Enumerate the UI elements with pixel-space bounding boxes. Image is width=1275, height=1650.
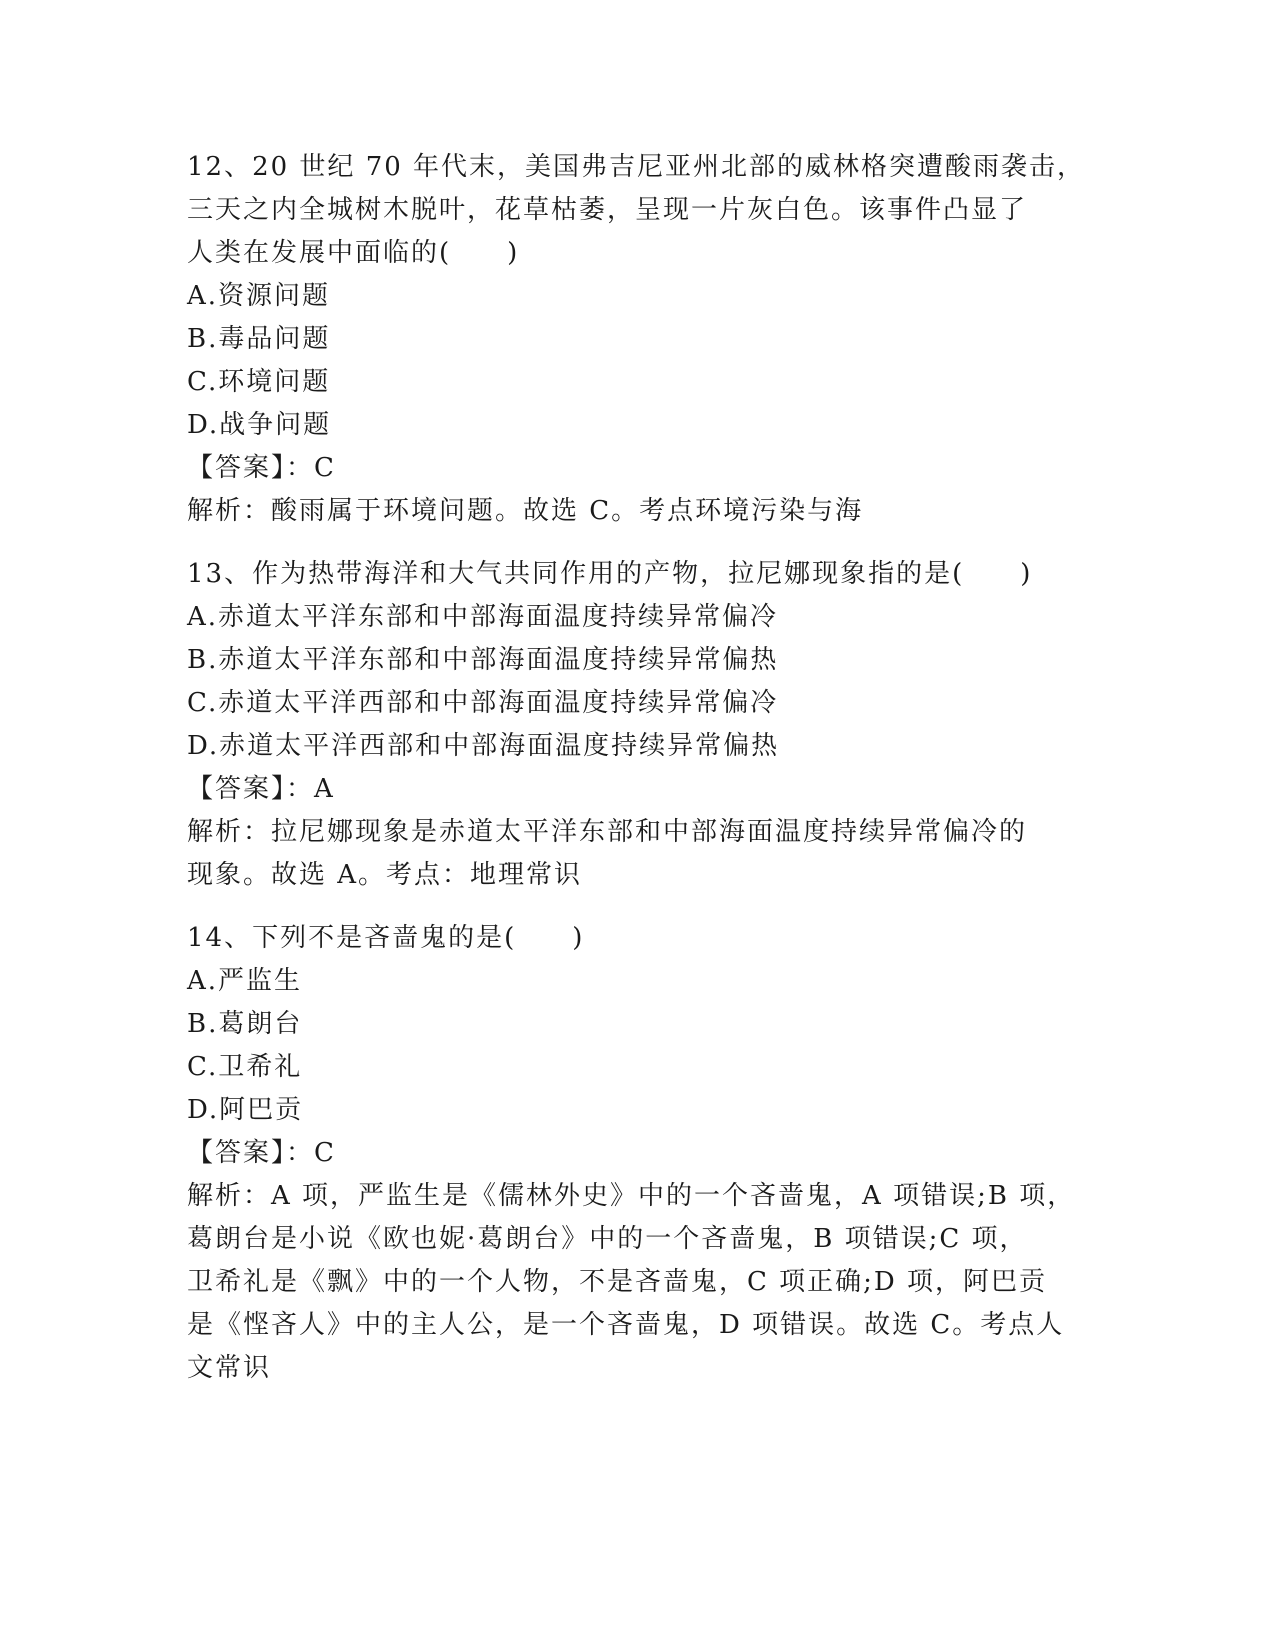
option-c: C.卫希礼 — [187, 1052, 303, 1082]
analysis-line: 文常识 — [187, 1353, 272, 1383]
analysis-line: 卫希礼是《飘》中的一个人物，不是吝啬鬼，C 项正确;D 项，阿巴贡 — [187, 1267, 1048, 1297]
spacer — [187, 533, 1087, 553]
answer-line: 【答案】：C — [187, 453, 336, 483]
spacer — [187, 897, 1087, 917]
option-b: B.毒品问题 — [187, 324, 331, 354]
option-c: C.环境问题 — [187, 367, 331, 397]
question-stem-line: 人类在发展中面临的( ) — [187, 238, 520, 268]
analysis-line: 是《悭吝人》中的主人公，是一个吝啬鬼，D 项错误。故选 C。考点人 — [187, 1310, 1065, 1340]
option-c: C.赤道太平洋西部和中部海面温度持续异常偏冷 — [187, 688, 779, 718]
option-b: B.葛朗台 — [187, 1009, 303, 1039]
question-13 — [187, 553, 1087, 897]
question-stem-line: 14、下列不是吝啬鬼的是( ) — [187, 923, 585, 953]
option-b: B.赤道太平洋东部和中部海面温度持续异常偏热 — [187, 645, 779, 675]
option-d: D.赤道太平洋西部和中部海面温度持续异常偏热 — [187, 731, 780, 761]
option-a: A.严监生 — [187, 966, 303, 996]
document-content — [187, 146, 1087, 1390]
question-12 — [187, 146, 1087, 533]
option-a: A.赤道太平洋东部和中部海面温度持续异常偏冷 — [187, 602, 779, 632]
answer-line: 【答案】：A — [187, 774, 335, 804]
question-stem-line: 三天之内全城树木脱叶，花草枯萎，呈现一片灰白色。该事件凸显了 — [187, 195, 1028, 225]
analysis-line: 现象。故选 A。考点：地理常识 — [187, 860, 583, 890]
option-d: D.战争问题 — [187, 410, 332, 440]
question-14 — [187, 917, 1087, 1390]
question-stem-line: 12、20 世纪 70 年代末，美国弗吉尼亚州北部的威林格突遭酸雨袭击， — [187, 152, 1086, 182]
question-stem-line: 13、作为热带海洋和大气共同作用的产物，拉尼娜现象指的是( ) — [187, 559, 1033, 589]
answer-line: 【答案】：C — [187, 1138, 336, 1168]
analysis-line: 解析：拉尼娜现象是赤道太平洋东部和中部海面温度持续异常偏冷的 — [187, 817, 1028, 847]
option-d: D.阿巴贡 — [187, 1095, 304, 1125]
analysis-line: 葛朗台是小说《欧也妮·葛朗台》中的一个吝啬鬼，B 项错误;C 项， — [187, 1224, 1028, 1254]
analysis-line: 解析：酸雨属于环境问题。故选 C。考点环境污染与海 — [187, 496, 864, 526]
analysis-line: 解析：A 项，严监生是《儒林外史》中的一个吝啬鬼，A 项错误;B 项， — [187, 1181, 1076, 1211]
option-a: A.资源问题 — [187, 281, 331, 311]
